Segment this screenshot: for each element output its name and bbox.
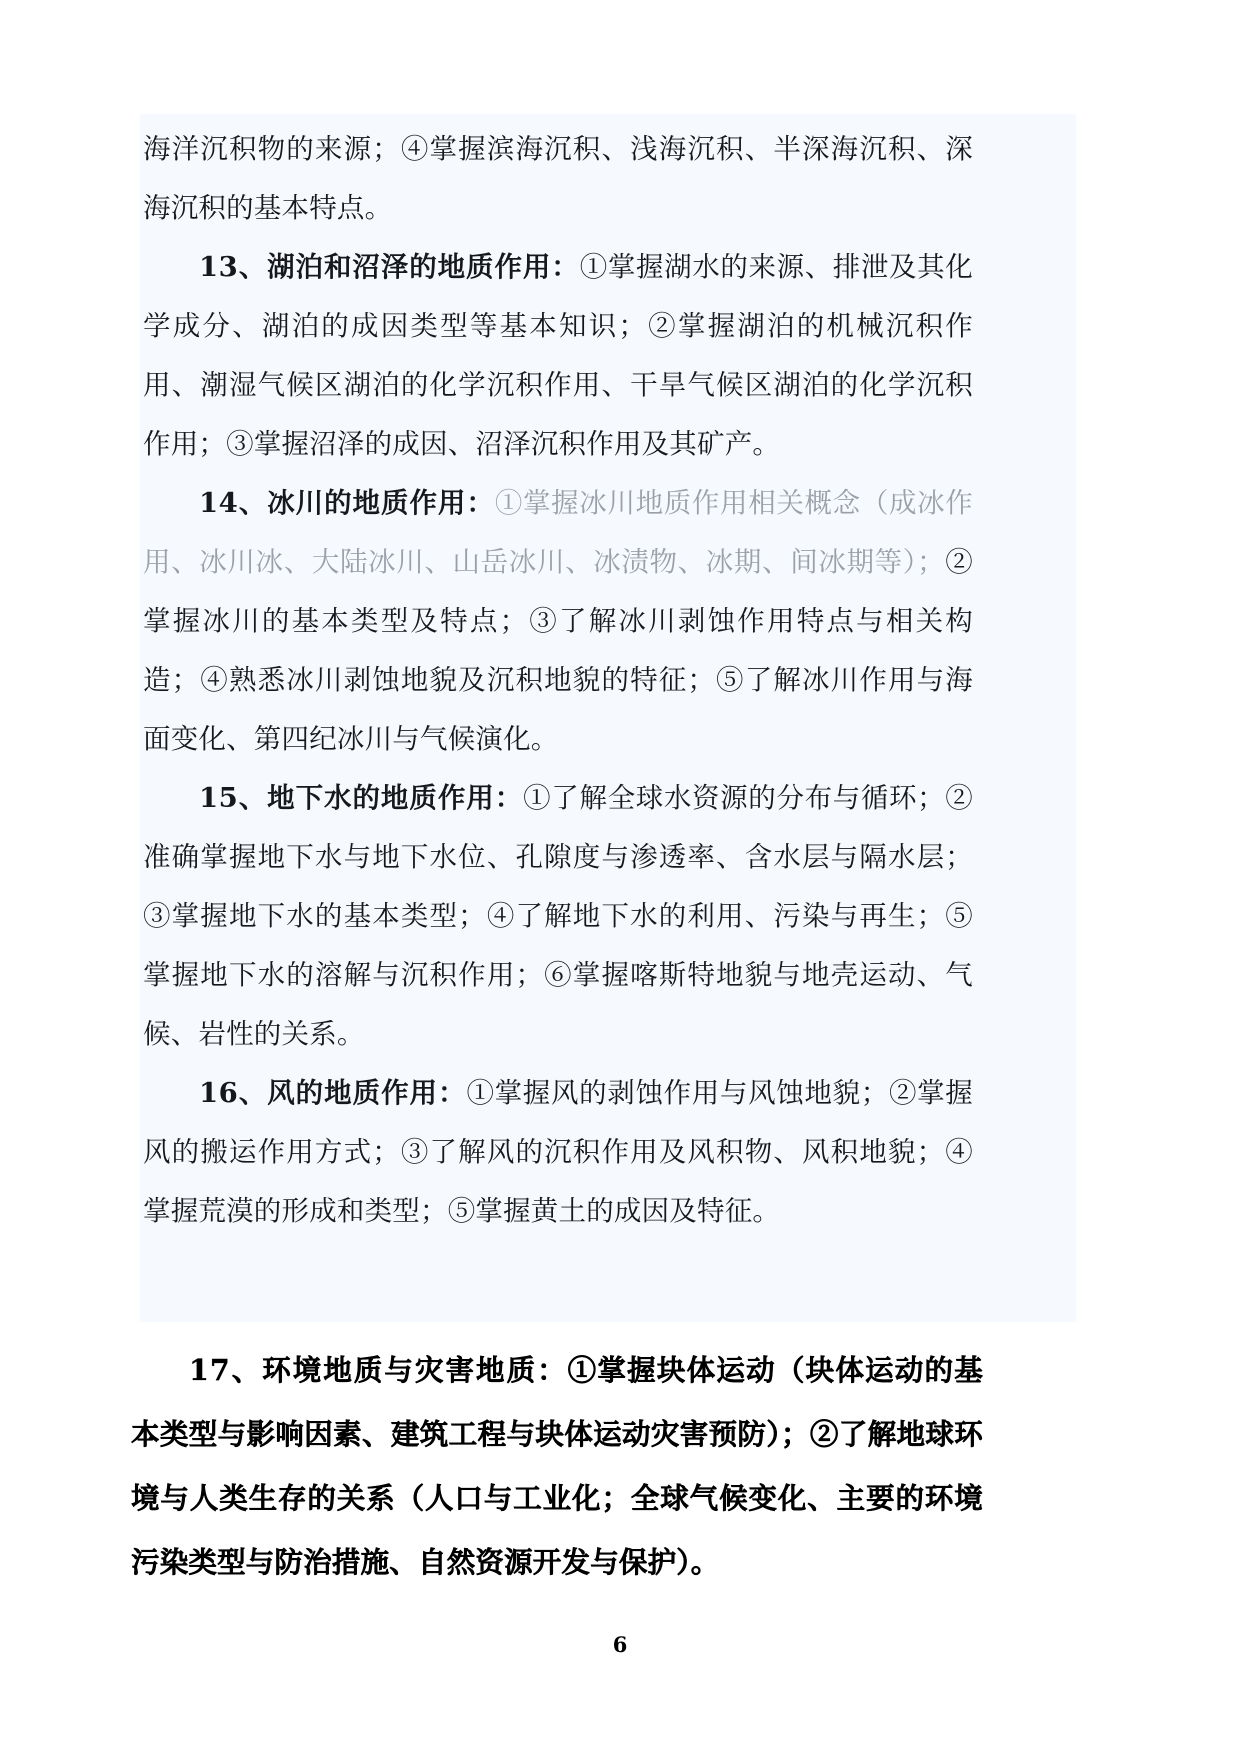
paragraph-section-15 [143,769,973,1064]
paragraph-continuation [143,120,973,238]
section-17-number: 17、 [189,1353,263,1387]
section-14-number: 14、 [199,487,268,519]
page-number: 6 [612,1632,628,1657]
section-17-body: ①掌握块体运动（块体运动的基本类型与影响因素、建筑工程与块体运动灾害预防）；②了解地球环境与人类生存的关系（人口与工业化；全球气候变化、主要的环境污染类型与防治措施、自然资源开发与保护）。 [131,1353,983,1579]
section-16-body: ①掌握风的剥蚀作用与风蚀地貌；②掌握风的搬运作用方式；③了解风的沉积作用及风积物、风积地貌；④掌握荒漠的形成和类型；⑤掌握黄土的成因及特征。 [143,1077,973,1227]
section-13-heading: 湖泊和沼泽的地质作用： [267,251,580,283]
paragraph-section-14 [143,474,973,769]
section-13-number: 13、 [199,251,268,283]
document-body-emphasized [131,1338,983,1594]
document-body [143,120,973,1241]
section-15-heading: 地下水的地质作用： [267,782,524,814]
section-16-number: 16、 [199,1077,268,1109]
paragraph-section-13 [143,238,973,474]
paragraph-text: 海洋沉积物的来源；④掌握滨海沉积、浅海沉积、半深海沉积、深海沉积的基本特点。 [143,133,973,224]
section-14-body-part2: ②掌握冰川的基本类型及特点；③了解冰川剥蚀作用特点与相关构造；④熟悉冰川剥蚀地貌及沉积地貌的特征；⑤了解冰川作用与海面变化、第四纪冰川与气候演化。 [143,546,973,755]
paragraph-section-17 [131,1338,983,1594]
section-17-heading: 环境地质与灾害地质： [262,1353,568,1387]
section-14-heading: 冰川的地质作用： [267,487,495,519]
section-16-heading: 风的地质作用： [267,1077,467,1109]
paragraph-section-16 [143,1064,973,1241]
section-13-body: ①掌握湖水的来源、排泄及其化学成分、湖泊的成因类型等基本知识；②掌握湖泊的机械沉积作用、潮湿气候区湖泊的化学沉积作用、干旱气候区湖泊的化学沉积作用；③掌握沼泽的成因、沼泽沉积作用及其矿产。 [143,251,973,460]
section-15-number: 15、 [199,782,268,814]
section-14-body-part1: ①掌握冰川地质作用相关概念（成冰作用、冰川冰、大陆冰川、山岳冰川、冰渍物、冰期、间冰期等）； [143,487,973,578]
section-15-body: ①了解全球水资源的分布与循环；②准确掌握地下水与地下水位、孔隙度与渗透率、含水层与隔水层；③掌握地下水的基本类型；④了解地下水的利用、污染与再生；⑤掌握地下水的溶解与沉积作用；⑥掌握喀斯特地貌与地壳运动、气候、岩性的关系。 [143,782,973,1050]
